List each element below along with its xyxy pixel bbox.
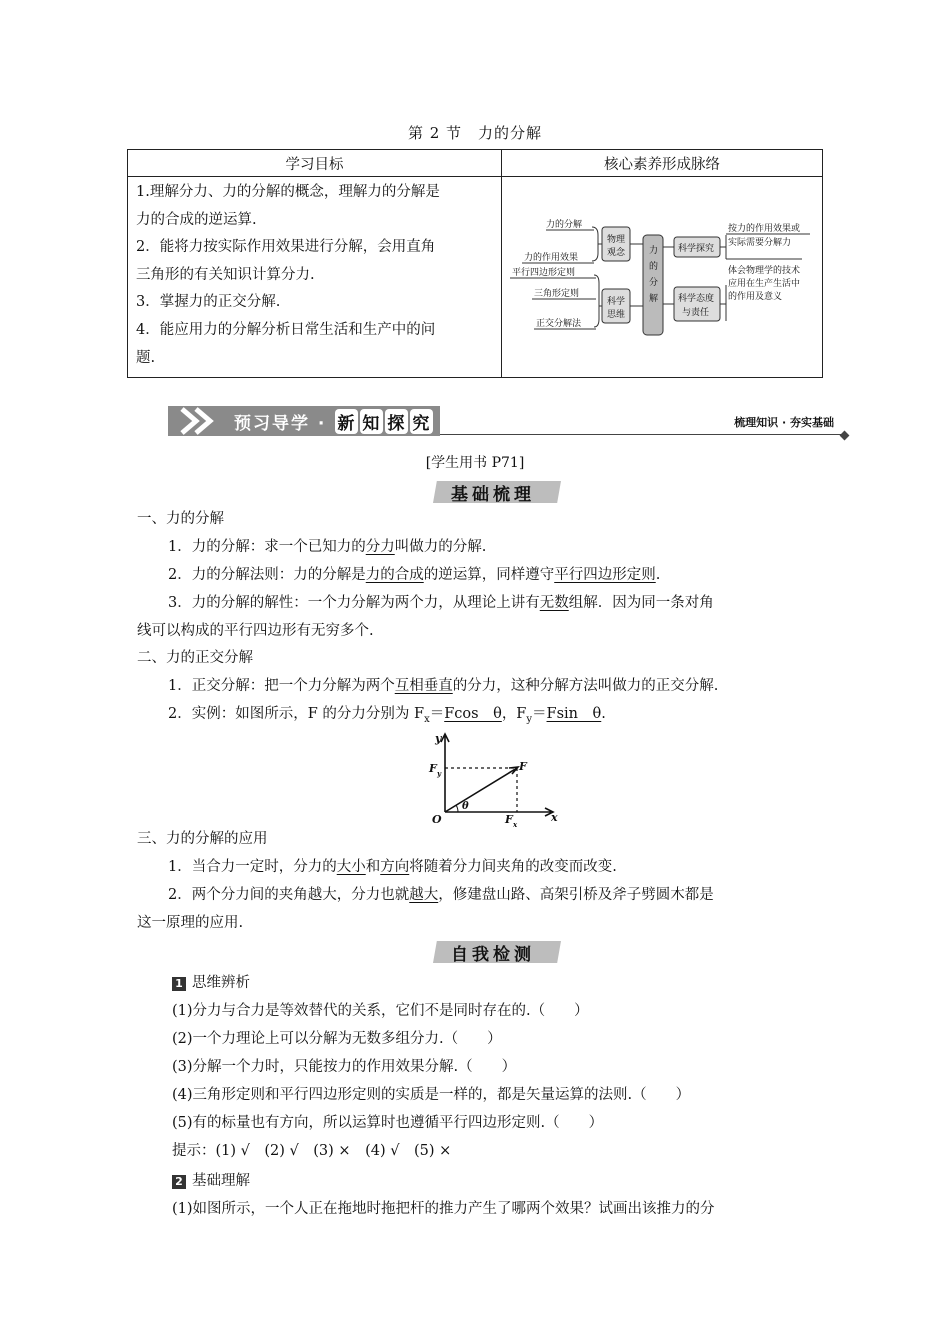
question-4: (4)三角形定则和平行四边形定则的实质是一样的，都是矢量运算的法则.（ ） xyxy=(172,1087,691,1103)
map-right-top-2: 实际需要分解力 xyxy=(728,238,792,248)
map-right-bottom-2: 应用在生产生活中 xyxy=(728,279,801,289)
subsection-understanding: 2 基础理解 xyxy=(172,1171,852,1191)
map-right-top-1: 按力的作用效果或 xyxy=(728,224,801,234)
goal-line: 1.理解分力、力的分解的概念，理解力的分解是 xyxy=(136,184,440,200)
book-reference: [学生用书 P71] xyxy=(425,455,525,471)
map-box-physics-1: 物理 xyxy=(607,235,626,245)
banner-char: 究 xyxy=(410,409,433,434)
section-tag-selfcheck-label: 自我检测 xyxy=(451,945,535,965)
banner-char: 新 xyxy=(335,409,358,434)
map-left-top-1: 力的分解 xyxy=(546,220,583,230)
heading-orthogonal: 二、力的正交分解 xyxy=(137,650,253,666)
map-right-bottom-1: 体会物理学的技术 xyxy=(728,266,801,276)
banner-char: 探 xyxy=(385,409,408,434)
goal-line: 2．能将力按实际作用效果进行分解，会用直角 xyxy=(136,239,436,256)
map-center-2: 的 xyxy=(649,262,659,272)
label-Fx: F xyxy=(505,813,513,826)
para-2: 2．力的分解法则：力的分解是力的合成的逆运算，同样遵守平行四边形定则. xyxy=(168,567,661,583)
svg-text:y: y xyxy=(437,769,442,778)
para-3-cont: 线可以构成的平行四边形有无穷多个. xyxy=(137,623,374,639)
map-box-thinking-1: 科学 xyxy=(607,297,626,307)
label-x: x xyxy=(551,811,558,824)
banner-rule xyxy=(440,434,848,435)
number-badge: 1 xyxy=(172,977,186,991)
goal-line: 三角形的有关知识计算分力. xyxy=(136,266,315,283)
header-goals: 学习目标 xyxy=(128,150,502,177)
question-2: (2)一个力理论上可以分解为无数多组分力.（ ） xyxy=(172,1031,502,1047)
label-Fy: F xyxy=(429,762,437,775)
question-6: (1)如图所示，一个人正在拖地时拖把杆的推力产生了哪两个效果？试画出该推力的分 xyxy=(172,1201,715,1217)
label-y: y xyxy=(435,732,442,745)
map-left-bottom-3: 正交分解法 xyxy=(536,319,582,329)
map-box-physics-2: 观念 xyxy=(607,248,626,258)
goals-table xyxy=(127,149,823,378)
page-title: 第 2 节 力的分解 xyxy=(407,124,543,142)
map-box-attitude-2: 与责任 xyxy=(682,308,710,318)
svg-text:x: x xyxy=(513,820,518,828)
goal-line: 力的合成的逆运算. xyxy=(136,211,257,228)
map-left-bottom-2: 三角形定则 xyxy=(534,289,580,299)
section-tag-basics xyxy=(425,479,561,503)
banner-subtitle: 梳理知识 · 夯实基础 xyxy=(734,416,834,429)
goal-line: 题. xyxy=(136,349,156,366)
map-left-bottom-1: 平行四边形定则 xyxy=(512,268,576,278)
map-right-bottom-3: 的作用及意义 xyxy=(728,292,783,302)
force-decomposition-figure xyxy=(425,728,565,828)
para-4: 1．正交分解：把一个力分解为两个互相垂直的分力，这种分解方法叫做力的正交分解. xyxy=(168,678,719,694)
heading-decomposition: 一、力的分解 xyxy=(137,511,224,527)
goal-line: 4．能应用力的分解分析日常生活和生产中的问 xyxy=(136,321,436,338)
map-center-4: 解 xyxy=(649,294,659,304)
header-core-literacy: 核心素养形成脉络 xyxy=(502,150,823,177)
section-banner xyxy=(168,406,848,436)
para-7: 2．两个分力间的夹角越大，分力也就越大，修建盘山路、高架引桥及斧子劈圆木都是 xyxy=(168,887,714,903)
map-box-inquiry: 科学探究 xyxy=(678,244,715,254)
para-1: 1．力的分解：求一个已知力的分力叫做力的分解. xyxy=(168,539,487,555)
banner-title xyxy=(234,409,434,434)
question-1: (1)分力与合力是等效替代的关系，它们不是同时存在的.（ ） xyxy=(172,1003,589,1019)
para-7-cont: 这一原理的应用. xyxy=(137,915,244,931)
subsection-thinking: 1 思维辨析 xyxy=(172,973,852,993)
map-box-attitude-1: 科学态度 xyxy=(678,294,715,304)
banner-title-left: 预习导学 · xyxy=(234,414,327,434)
section-tag-selfcheck xyxy=(425,939,561,963)
para-6: 1．当合力一定时，分力的大小和方向将随着分力间夹角的改变而改变. xyxy=(168,859,617,875)
heading-application: 三、力的分解的应用 xyxy=(137,831,268,847)
label-F: F xyxy=(519,760,527,773)
banner-char: 知 xyxy=(360,409,383,434)
diamond-icon xyxy=(840,431,850,441)
goal-line: 3．掌握力的正交分解. xyxy=(136,294,281,311)
label-origin: O xyxy=(432,813,442,826)
map-left-top-2: 力的作用效果 xyxy=(524,253,579,263)
label-theta: θ xyxy=(462,801,469,812)
concept-map-cell xyxy=(502,177,823,378)
y-axis xyxy=(441,734,449,812)
question-3: (3)分解一个力时，只能按力的作用效果分解.（ ） xyxy=(172,1059,517,1075)
map-box-thinking-2: 思维 xyxy=(607,310,626,320)
map-center-1: 力 xyxy=(649,246,659,256)
answer-hint: 提示：(1) √ (2) √ (3) × (4) √ (5) × xyxy=(172,1143,452,1159)
para-3: 3．力的分解的解性：一个力分解为两个力，从理论上讲有无数组解．因为同一条对角 xyxy=(168,595,714,611)
map-center-3: 分 xyxy=(649,278,659,288)
question-5: (5)有的标量也有方向，所以运算时也遵循平行四边形定则.（ ） xyxy=(172,1115,604,1131)
para-5: 2．实例：如图所示，F 的分力分别为 $F_x=Fcos$ θ，$F_y=Fsin$ θ. xyxy=(168,706,606,725)
concept-map xyxy=(502,177,822,377)
section-tag-basics-label: 基础梳理 xyxy=(451,485,535,505)
number-badge: 2 xyxy=(172,1175,186,1189)
goals-list xyxy=(128,177,502,378)
chevron-arrows-icon xyxy=(178,406,238,436)
